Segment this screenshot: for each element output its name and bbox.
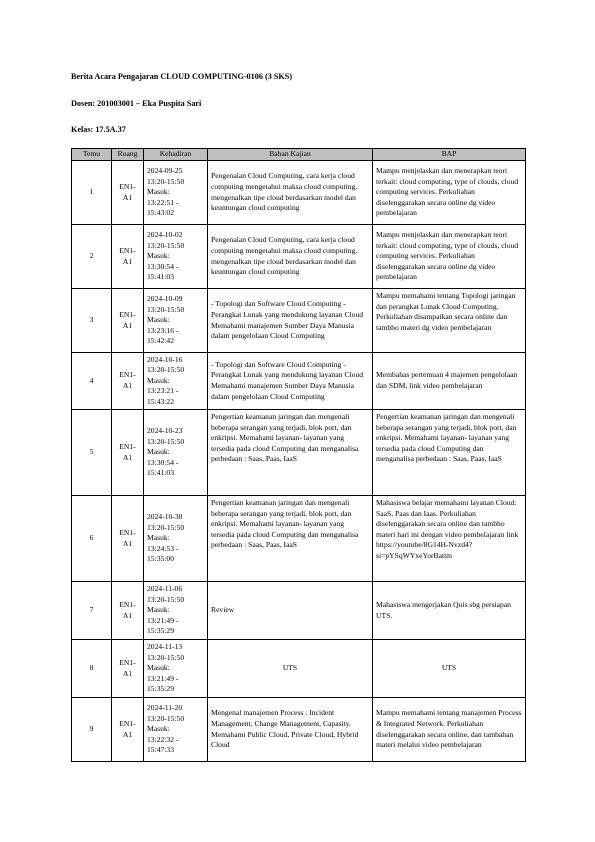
cell-kehadiran: 2024-10-23 13:20-15:50 Masuk: 13:30:54 - 15:41:03 (144, 410, 208, 496)
cell-ruang: EN1- A1 (112, 640, 144, 698)
cell-ruang: EN1- A1 (112, 582, 144, 640)
cell-ruang: EN1- A1 (112, 698, 144, 762)
cell-kehadiran: 2024-11-13 13:20-15:50 Masuk: 13:21:49 - 15:35:29 (144, 640, 208, 698)
cell-bahan-kajian: Pengertian keamanan jaringan dan mengenali beberapa serangan yang terjadi, blok port, dan enkripsi. Memahami layanan- layanan yang tersedia pada cloud Computing dan menganalisa perbedaan : Saas, Paas, IaaS (208, 410, 373, 496)
cell-bahan-kajian: Pengenalan Cloud Computing, cara kerja cloud computing mengetahui maksa cloud computing, mengenalkan tipe cloud berdasarkan model dan keuntungan cloud computing (208, 161, 373, 225)
cell-bahan-kajian: Pengenalan Cloud Computing, cara kerja cloud computing mengetahui maksa cloud computing, mengenalkan tipe cloud berdasarkan model dan keuntungan cloud computing (208, 225, 373, 289)
cell-temu: 9 (72, 698, 112, 762)
column-header-kehadiran: Kehadiran (144, 149, 208, 161)
cell-ruang: EN1- A1 (112, 161, 144, 225)
cell-temu: 7 (72, 582, 112, 640)
cell-temu: 6 (72, 496, 112, 582)
cell-kehadiran: 2024-11-06 13:20-15:50 Masuk: 13:21:49 - 15:35:29 (144, 582, 208, 640)
cell-bap: Mampu memahami tentang manajemen Process & Integrated Network. Perkuliahan diselenggarakan secara online, dan tambahan materi melalui video pembelajaran (373, 698, 526, 762)
column-header-ruang: Ruang (112, 149, 144, 161)
cell-temu: 8 (72, 640, 112, 698)
cell-bahan-kajian: - Topologi dan Software Cloud Computing - Perangkat Lunak yang mendukung layanan Cloud Memahami manajemen Sumber Daya Manusia dalam pengelolaan Cloud Computing (208, 353, 373, 410)
cell-kehadiran: 2024-10-09 13:20-15:50 Masuk: 13:23:16 - 15:42:42 (144, 289, 208, 353)
cell-ruang: EN1- A1 (112, 410, 144, 496)
cell-bap: Mahasiswa belajar memahami layanan Cloud: SaaS, Paas dan Iaas. Perkuliahan diselenggarakan secara online dan tambho materi hari ini dengan video pembelajaran link https://youtube/8G14H-Nvzd4?si=pYSqWYxeYorBatim (373, 496, 526, 582)
cell-kehadiran: 2024-10-16 13:20-15:50 Masuk: 13:23:21 - 15:43:22 (144, 353, 208, 410)
table-row (72, 698, 526, 762)
cell-bahan-kajian: UTS (208, 640, 373, 698)
cell-kehadiran: 2024-09-25 13:20-15:50 Masuk: 13:22:51 - 15:43:02 (144, 161, 208, 225)
cell-bahan-kajian: - Topologi dan Software Cloud Computing - Perangkat Lunak yang mendukung layanan Cloud Memahami manajemen Sumber Daya Manusia dalam pengelolaan Cloud Computing (208, 289, 373, 353)
cell-bap: Mampu memahami tentang Topologi jaringan dan perangkat Lunak Cloud Computing. Perkuliahan disampaikan secara online dan tambho materi dg video pembelajaran (373, 289, 526, 353)
table-row (72, 225, 526, 289)
cell-bap: Mampu menjelaskan dan menerapkan teori terkait: cloud computing, type of clouds, cloud computing services. Perkuliahan diselenggarakan secara online dg video pembelajaran (373, 161, 526, 225)
table-row (72, 582, 526, 640)
class-line: Kelas: 17.5A.37 (71, 125, 126, 134)
cell-bap: UTS (373, 640, 526, 698)
lecturer-line: Dosen: 201003001 – Eka Puspita Sari (71, 99, 202, 108)
cell-temu: 1 (72, 161, 112, 225)
table-row (72, 410, 526, 496)
column-header-bahan-kajian: Bahan Kajian (208, 149, 373, 161)
document-title: Berita Acara Pengajaran CLOUD COMPUTING-0106 (3 SKS) (71, 72, 293, 81)
cell-temu: 4 (72, 353, 112, 410)
table-header-row (72, 149, 526, 161)
cell-ruang: EN1- A1 (112, 289, 144, 353)
table-row (72, 496, 526, 582)
cell-kehadiran: 2024-10-02 13:20-15:50 Masuk: 13:30:54 - 15:41:03 (144, 225, 208, 289)
table-row (72, 161, 526, 225)
cell-bahan-kajian: Review (208, 582, 373, 640)
cell-bap: Pengertian keamanan jaringan dan mengenali beberapa serangan yang terjadi, blok port, dan enkripsi. Memahami layanan- layanan yang tersedia pada cloud Computing dan menganalisa perbedaan : Saas, Paas, IaaS (373, 410, 526, 496)
cell-temu: 5 (72, 410, 112, 496)
cell-bahan-kajian: Mengenal manajemen Process : Incident Management, Change Management, Capasity. Memahami Public Cloud, Private Cloud, Hybrid Cloud (208, 698, 373, 762)
table-row (72, 289, 526, 353)
cell-bap: Membahas pertemuan 4 majemen pengelolaan dan SDM, link video pembelajaran (373, 353, 526, 410)
cell-temu: 3 (72, 289, 112, 353)
cell-kehadiran: 2024-11-20 13:20-15:50 Masuk: 13:22:32 - 15:47:33 (144, 698, 208, 762)
teaching-record-table (71, 148, 526, 762)
cell-ruang: EN1- A1 (112, 353, 144, 410)
cell-ruang: EN1- A1 (112, 225, 144, 289)
cell-bahan-kajian: Pengertian keamanan jaringan dan mengenali beberapa serangan yang terjadi, blok port, dan enkripsi. Memahami layanan- layanan yang tersedia pada cloud Computing dan menganalisa perbedaan : Saas, Paas, IaaS (208, 496, 373, 582)
table-row (72, 640, 526, 698)
cell-ruang: EN1- A1 (112, 496, 144, 582)
column-header-bap: BAP (373, 149, 526, 161)
cell-temu: 2 (72, 225, 112, 289)
cell-bap: Mahasiswa mengerjakan Quis sbg persiapan UTS. (373, 582, 526, 640)
column-header-temu: Temu (72, 149, 112, 161)
cell-bap: Mampu menjelaskan dan menerapkan teori terkait: cloud computing, type of clouds, cloud computing services. Perkuliahan diselenggarakan secara online dg video pembelajaran (373, 225, 526, 289)
cell-kehadiran: 2024-10-30 13:20-15:50 Masuk: 13:24:53 - 15:35:00 (144, 496, 208, 582)
table-row (72, 353, 526, 410)
